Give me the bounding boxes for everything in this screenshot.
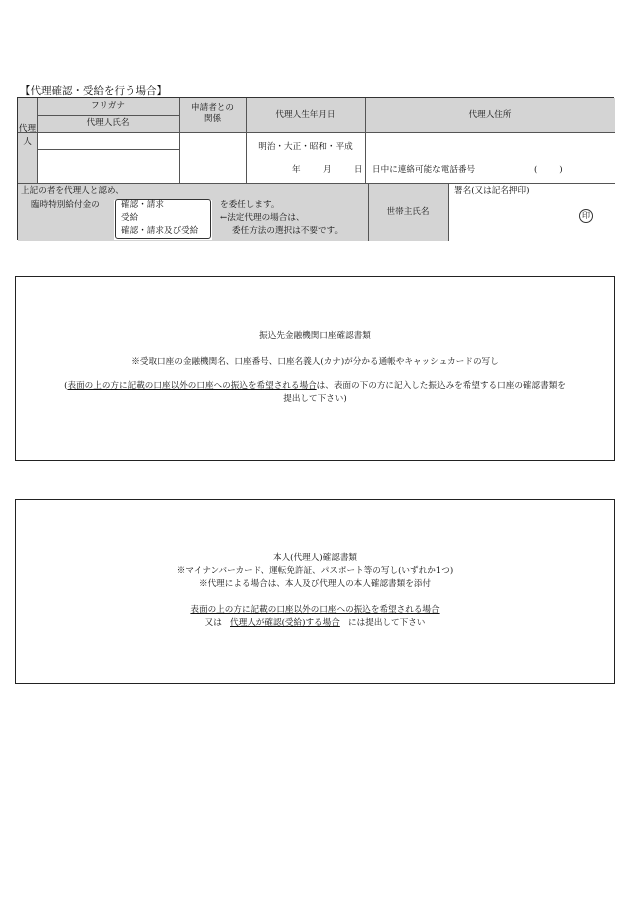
year-label: 年	[292, 165, 301, 175]
bank-doc-title: 振込先金融機関口座確認書類	[259, 331, 371, 341]
id-doc-condition-1: 表面の上の方に記載の口座以外の口座への振込を希望される場合	[190, 605, 440, 615]
relation-label-1: 申請者との	[191, 103, 234, 113]
day-label: 日	[354, 165, 363, 175]
agent-label: 代理人	[18, 124, 37, 147]
legal-agent-note-2: 委任方法の選択は不要です。	[232, 226, 344, 236]
delegation-line1: 上記の者を代理人と認め、	[21, 186, 124, 196]
id-doc-line2: ※代理による場合は、本人及び代理人の本人確認書類を添付	[198, 579, 432, 589]
bank-doc-condition-2: 提出して下さい)	[283, 394, 347, 404]
id-doc-title: 本人(代理人)確認書類	[272, 553, 358, 563]
option-confirm-request: 確認・請求	[121, 200, 164, 210]
month-label: 月	[323, 165, 332, 175]
id-document-box	[15, 499, 615, 684]
benefit-label: 臨時特別給付金の	[31, 200, 100, 210]
agent-table	[17, 97, 614, 240]
furigana-label: フリガナ	[91, 101, 125, 111]
seal-mark: 印	[579, 209, 593, 223]
option-receive: 受給	[121, 213, 139, 223]
bank-doc-note: ※受取口座の金融機関名、口座番号、口座名義人(カナ)が分かる通帳やキャッシュカードの写し	[131, 357, 499, 367]
relation-label-2: 関係	[203, 114, 222, 124]
era-options: 明治・大正・昭和・平成	[258, 142, 353, 152]
address-header: 代理人住所	[468, 110, 512, 120]
bank-document-box	[15, 276, 615, 461]
agent-name-label: 代理人氏名	[86, 118, 130, 128]
signature-label: 署名(又は記名押印)	[454, 186, 530, 196]
section-heading: 【代理確認・受給を行う場合】	[20, 85, 167, 97]
option-confirm-request-receive: 確認・請求及び受給	[121, 226, 199, 236]
delegate-text: を委任します。	[220, 200, 280, 210]
householder-label: 世帯主氏名	[386, 207, 430, 217]
id-doc-condition-2: 又は 代理人が確認(受給)する場合 には提出して下さい	[204, 618, 426, 628]
daytime-phone-label: 日中に連絡可能な電話番号	[372, 165, 476, 175]
bank-doc-condition-1: (表面の上の方に記載の口座以外の口座への振込を希望される場合は、表面の下の方に記入した振込みを希望する口座の確認書類を	[64, 381, 566, 391]
birthdate-header: 代理人生年月日	[275, 110, 336, 120]
legal-agent-note-1: ←法定代理の場合は、	[220, 213, 305, 223]
phone-parens: ( )	[534, 165, 563, 175]
id-doc-line1: ※マイナンバーカード、運転免許証、パスポート等の写し(いずれか1つ)	[176, 566, 454, 576]
